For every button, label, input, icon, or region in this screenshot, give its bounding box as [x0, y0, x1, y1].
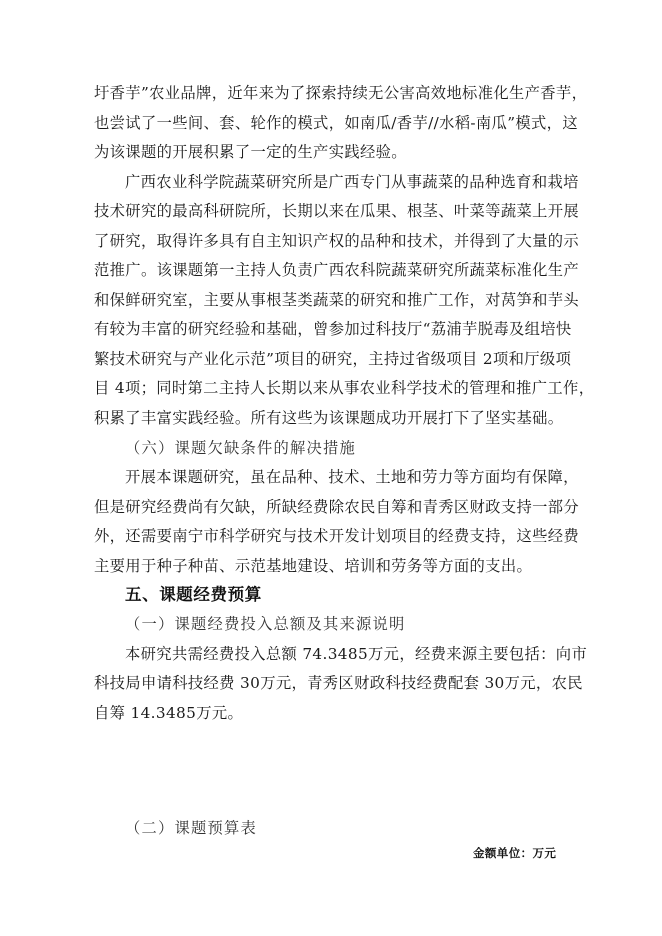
section-heading: （一）课题经费投入总额及其来源说明 [125, 615, 406, 633]
paragraph-line: 为该课题的开展积累了一定的生产实践经验。 [94, 143, 407, 161]
paragraph-line: 自筹 14.3485万元。 [94, 704, 244, 722]
paragraph-line: 也尝试了一些间、套、轮作的模式，如南瓜/香芋//水稻-南瓜”模式，这 [94, 114, 578, 132]
paragraph-line: 圩香芋”农业品牌，近年来为了探索持续无公害高效地标准化生产香芋， [94, 84, 588, 102]
chapter-heading: 五、课题经费预算 [125, 585, 262, 604]
paragraph-line: 繁技术研究与产业化示范”项目的研究，主持过省级项目 2项和厅级项 [94, 350, 572, 368]
paragraph-line: 但是研究经费尚有欠缺，所缺经费除农民自筹和青秀区财政支持一部分 [94, 498, 580, 516]
section-heading: （二）课题预算表 [125, 819, 257, 837]
paragraph-line: 范推广。该课题第一主持人负责广西农科院蔬菜研究所蔬菜标准化生产 [94, 261, 580, 279]
section-heading: （六）课题欠缺条件的解决措施 [125, 439, 356, 457]
paragraph-line: 目 4项；同时第二主持人长期以来从事农业科学技术的管理和推广工作， [94, 379, 595, 397]
paragraph-line: 积累了丰富实践经验。所有这些为该课题成功开展打下了坚实基础。 [94, 409, 564, 427]
paragraph-line: 和保鲜研究室，主要从事根茎类蔬菜的研究和推广工作，对莴笋和芋头 [94, 291, 580, 309]
unit-note: 金额单位：万元 [473, 846, 557, 860]
paragraph-line: 主要用于种子种苗、示范基地建设、培训和劳务等方面的支出。 [94, 557, 533, 575]
paragraph-line: 外，还需要南宁市科学研究与技术开发计划项目的经费支持，这些经费 [94, 527, 580, 545]
paragraph-line: 本研究共需经费投入总额 74.3485万元，经费来源主要包括：向市 [125, 645, 588, 663]
paragraph-line: 科技局申请科技经费 30万元，青秀区财政科技经费配套 30万元，农民 [94, 674, 583, 692]
paragraph-line: 了研究，取得许多具有自主知识产权的品种和技术，并得到了大量的示 [94, 232, 580, 250]
paragraph-line: 开展本课题研究，虽在品种、技术、土地和劳力等方面均有保障， [125, 468, 579, 486]
paragraph-line: 技术研究的最高科研院所，长期以来在瓜果、根茎、叶菜等蔬菜上开展 [94, 202, 580, 220]
paragraph-line: 有较为丰富的研究经验和基础，曾参加过科技厅“荔浦芋脱毒及组培快 [94, 320, 572, 338]
paragraph-line: 广西农业科学院蔬菜研究所是广西专门从事蔬菜的品种选育和栽培 [125, 173, 579, 191]
